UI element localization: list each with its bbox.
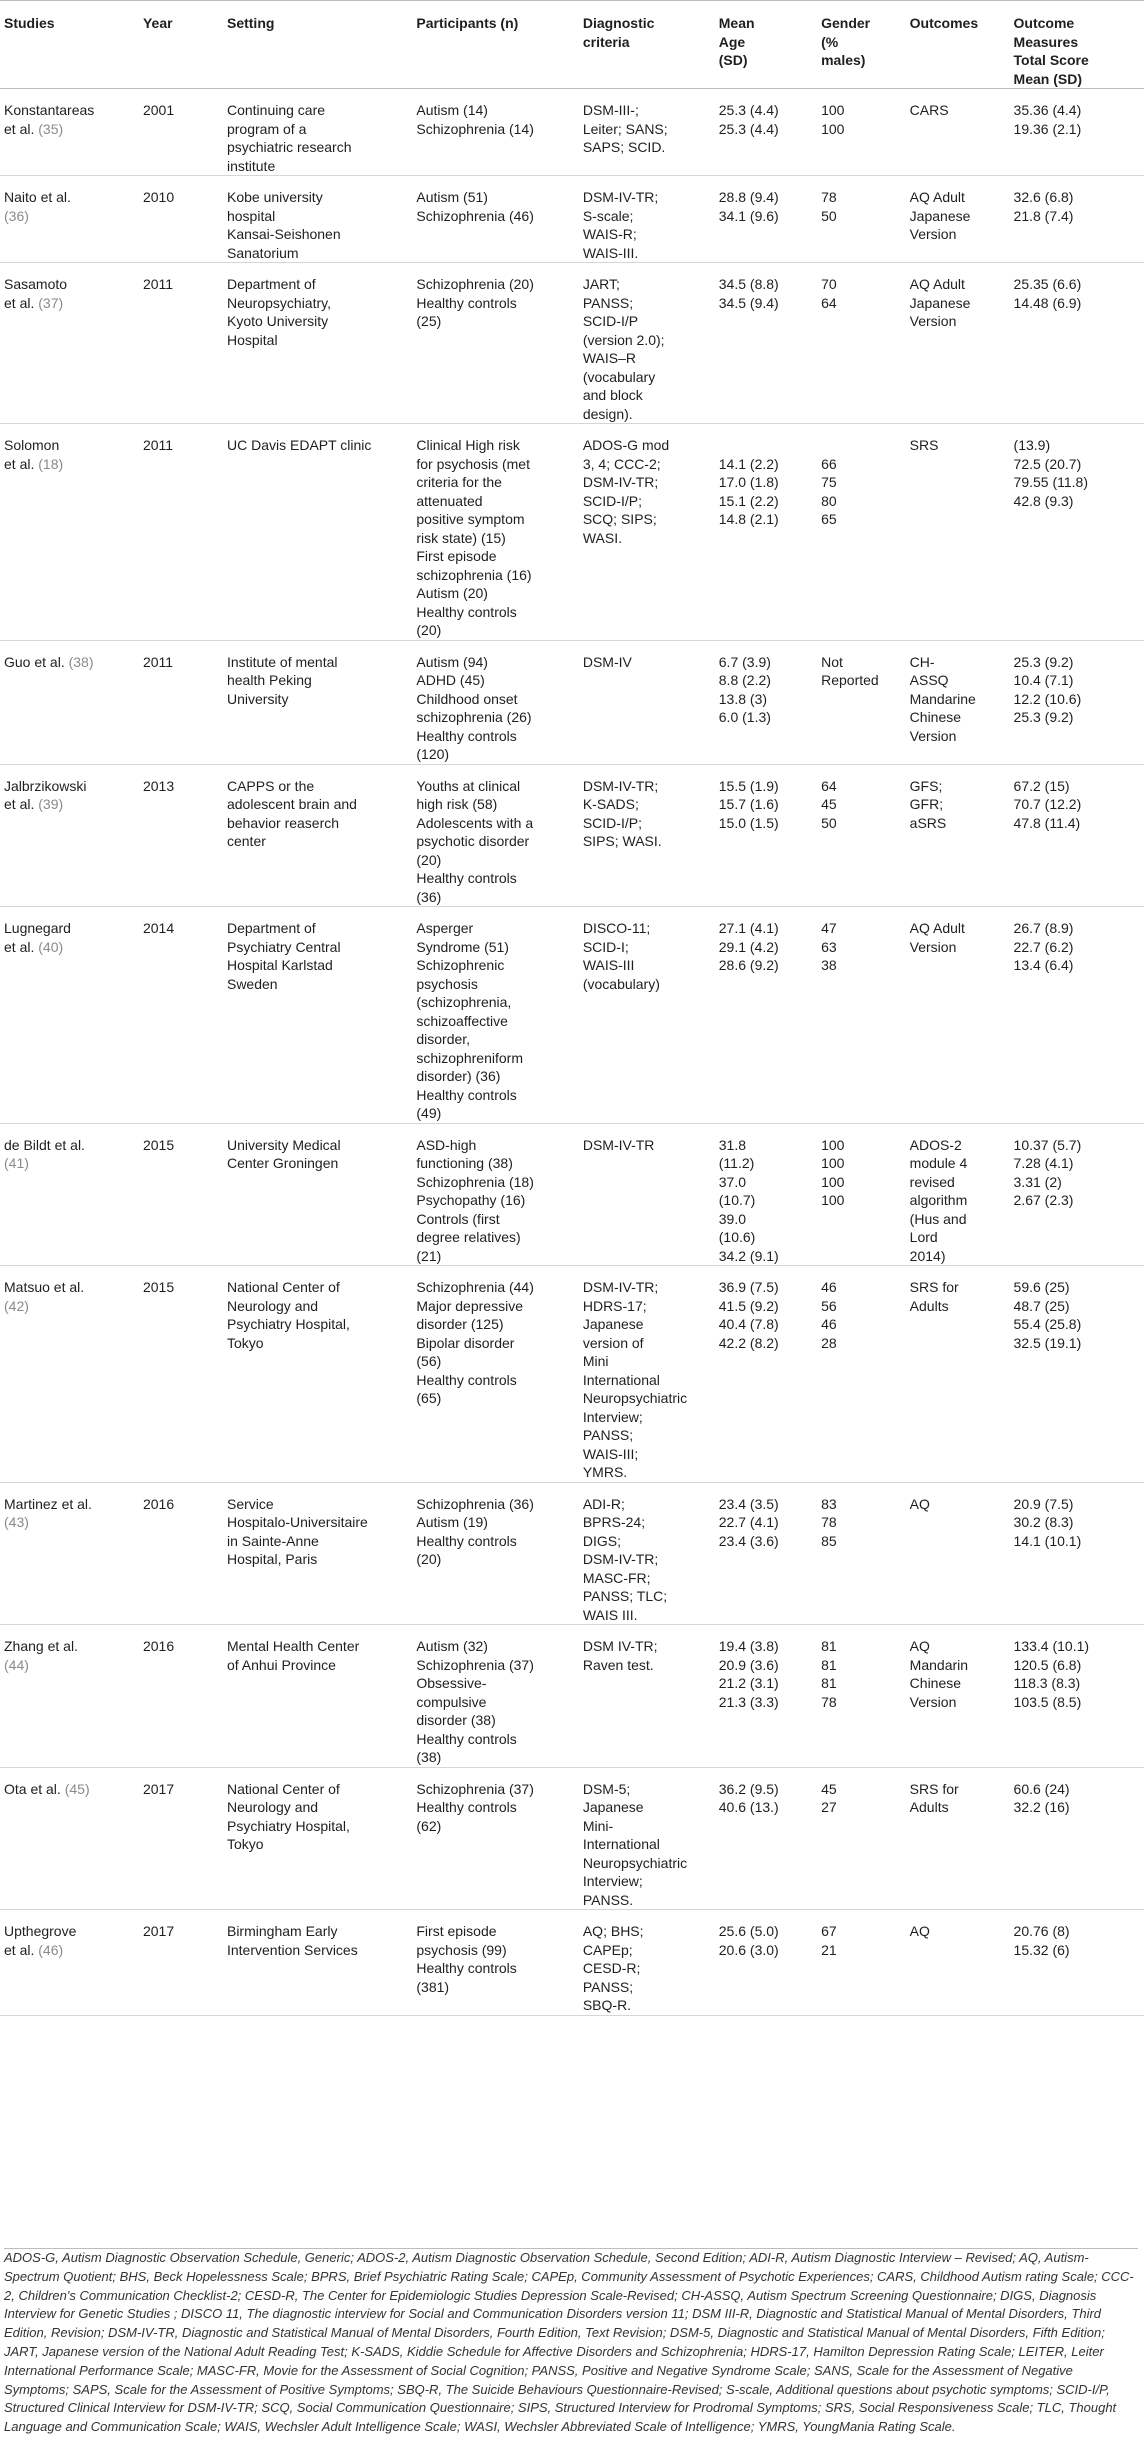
year-cell: 2017 xyxy=(139,1767,223,1910)
table-row xyxy=(0,1625,1144,1768)
outcomes-cell: AQ Mandarin Chinese Version xyxy=(906,1625,1010,1768)
reference-link[interactable]: (36) xyxy=(4,207,29,224)
diagnostic-cell: DSM-IV-TR; HDRS-17; Japanese version of Mini International Neuropsychiatric Interview; PANSS; WAIS-III; YMRS. xyxy=(579,1266,715,1483)
participants-cell: Autism (14) Schizophrenia (14) xyxy=(412,89,578,176)
measures-cell: 26.7 (8.9) 22.7 (6.2) 13.4 (6.4) xyxy=(1010,907,1144,1124)
diagnostic-cell: DISCO-11; SCID-I; WAIS-III (vocabulary) xyxy=(579,907,715,1124)
year-cell: 2015 xyxy=(139,1123,223,1266)
reference-link[interactable]: (37) xyxy=(38,294,64,311)
reference-link[interactable]: (45) xyxy=(64,1780,90,1797)
participants-cell: ASD-high functioning (38) Schizophrenia (18) Psychopathy (16) Controls (first degree relatives) (21) xyxy=(412,1123,578,1266)
reference-link[interactable]: (41) xyxy=(4,1155,29,1171)
age-cell: 27.1 (4.1) 29.1 (4.2) 28.6 (9.2) xyxy=(715,907,817,1124)
setting-cell: Kobe university hospital Kansai-Seishonen Sanatorium xyxy=(223,176,412,263)
setting-cell: Department of Neuropsychiatry, Kyoto University Hospital xyxy=(223,263,412,424)
age-cell: 25.6 (5.0) 20.6 (3.0) xyxy=(715,1910,817,2016)
age-cell: 25.3 (4.4) 25.3 (4.4) xyxy=(715,89,817,176)
participants-cell: Youths at clinical high risk (58) Adolescents with a psychotic disorder (20) Healthy controls (36) xyxy=(412,764,578,907)
year-cell: 2016 xyxy=(139,1482,223,1625)
table-row xyxy=(0,424,1144,641)
header-age: Mean Age (SD) xyxy=(715,1,817,89)
measures-cell: 60.6 (24) 32.2 (16) xyxy=(1010,1767,1144,1910)
reference-link[interactable]: (43) xyxy=(4,1514,29,1530)
setting-cell: UC Davis EDAPT clinic xyxy=(223,424,412,641)
reference-link[interactable]: (18) xyxy=(38,455,64,472)
gender-cell: 70 64 xyxy=(817,263,906,424)
setting-cell: Mental Health Center of Anhui Province xyxy=(223,1625,412,1768)
header-outcomes: Outcomes xyxy=(906,1,1010,89)
setting-cell: National Center of Neurology and Psychiatry Hospital, Tokyo xyxy=(223,1266,412,1483)
study-cell: Zhang et al. (44) xyxy=(0,1625,139,1768)
participants-cell: Schizophrenia (44) Major depressive disorder (125) Bipolar disorder (56) Healthy controls (65) xyxy=(412,1266,578,1483)
setting-cell: Service Hospitalo-Universitaire in Sainte-Anne Hospital, Paris xyxy=(223,1482,412,1625)
study-cell: Konstantareas et al. (35) xyxy=(0,89,139,176)
age-cell: 36.9 (7.5) 41.5 (9.2) 40.4 (7.8) 42.2 (8.2) xyxy=(715,1266,817,1483)
gender-cell: 100 100 xyxy=(817,89,906,176)
table-footnote: ADOS-G, Autism Diagnostic Observation Schedule, Generic; ADOS-2, Autism Diagnostic Observation Schedule, Second Edition; ADI-R, Autism Diagnostic Interview – Revised; AQ, Autism-Spectrum Quotient; BHS, Beck Hopelessness Scale; BPRS, Brief Psychiatric Rating Scale; CAPEp, Community Assessment of Psychotic Experiences; CARS, Childhood Autism rating Scale; CCC-2, Children's Communication Checklist-2; CESD-R, The Center for Epidemiologic Studies Depression Scale-Revised; CH-ASSQ, Autism Spectrum Screening Questionnaire; DIGS, Diagnosis Interview for Genetic Studies ; DISCO 11, The diagnostic interview for Social and Communication Disorders version 11; DSM III-R, Diagnostic and Statistical Manual of Mental Disorders, Third Edition, Revision; DSM-IV-TR, Diagnostic and Statistical Manual of Mental Disorders, Fourth Edition, Text Revision; DSM-5, Diagnostic and Statistical Manual of Mental Disorders, Fifth Edition; JART, Japanese version of the National Adult Reading Test; K-SADS, Kiddie Schedule for Affective Disorders and Schizophrenia; HDRS-17, Hamilton Depression Rating Scale; LEITER, Leiter International Performance Scale; MASC-FR, Movie for the Assessment of Social Cognition; PANSS, Positive and Negative Syndrome Scale; SANS, Scale for the Assessment of Negative Symptoms; SAPS, Scale for the Assessment of Positive Symptoms; SBQ-R, The Suicide Behaviours Questionnaire-Revised; S-scale, Additional questions about psychotic symptoms; SCID-I/P, Structured Clinical Interview for DSM-IV-TR; SCQ, Social Communication Questionnaire; SIPS, Structured Interview for Prodromal Symptoms; SRS, Social Responsiveness Scale; TLC, Thought Language and Communication Scale; WAIS, Wechsler Adult Intelligence Scale; WASI, Wechsler Abbreviated Scale of Intelligence; YMRS, YoungMania Rating Scale. xyxy=(4,2248,1138,2437)
outcomes-cell: AQ xyxy=(906,1910,1010,2016)
year-cell: 2011 xyxy=(139,640,223,764)
reference-link[interactable]: (40) xyxy=(38,938,64,955)
table-row xyxy=(0,640,1144,764)
year-cell: 2017 xyxy=(139,1910,223,2016)
outcomes-cell: SRS for Adults xyxy=(906,1266,1010,1483)
participants-cell: Autism (94) ADHD (45) Childhood onset schizophrenia (26) Healthy controls (120) xyxy=(412,640,578,764)
study-cell: de Bildt et al. (41) xyxy=(0,1123,139,1266)
diagnostic-cell: DSM-IV-TR; S-scale; WAIS-R; WAIS-III. xyxy=(579,176,715,263)
header-studies: Studies xyxy=(0,1,139,89)
participants-cell: Asperger Syndrome (51) Schizophrenic psychosis (schizophrenia, schizoaffective disorder, schizophreniform disorder) (36) Healthy controls (49) xyxy=(412,907,578,1124)
diagnostic-cell: ADI-R; BPRS-24; DIGS; DSM-IV-TR; MASC-FR; PANSS; TLC; WAIS III. xyxy=(579,1482,715,1625)
gender-cell: 67 21 xyxy=(817,1910,906,2016)
diagnostic-cell: JART; PANSS; SCID-I/P (version 2.0); WAIS–R (vocabulary and block design). xyxy=(579,263,715,424)
diagnostic-cell: DSM-III-; Leiter; SANS; SAPS; SCID. xyxy=(579,89,715,176)
gender-cell: 46 56 46 28 xyxy=(817,1266,906,1483)
diagnostic-cell: DSM IV-TR; Raven test. xyxy=(579,1625,715,1768)
setting-cell: University Medical Center Groningen xyxy=(223,1123,412,1266)
diagnostic-cell: DSM-IV-TR xyxy=(579,1123,715,1266)
setting-cell: Birmingham Early Intervention Services xyxy=(223,1910,412,2016)
age-cell: 19.4 (3.8) 20.9 (3.6) 21.2 (3.1) 21.3 (3.3) xyxy=(715,1625,817,1768)
year-cell: 2016 xyxy=(139,1625,223,1768)
setting-cell: Department of Psychiatry Central Hospital Karlstad Sweden xyxy=(223,907,412,1124)
study-cell: Matsuo et al. (42) xyxy=(0,1266,139,1483)
age-cell: 31.8 (11.2) 37.0 (10.7) 39.0 (10.6) 34.2 (9.1) xyxy=(715,1123,817,1266)
gender-cell: 47 63 38 xyxy=(817,907,906,1124)
gender-cell: 45 27 xyxy=(817,1767,906,1910)
header-participants: Participants (n) xyxy=(412,1,578,89)
outcomes-cell: GFS; GFR; aSRS xyxy=(906,764,1010,907)
outcomes-cell: SRS xyxy=(906,424,1010,641)
reference-link[interactable]: (42) xyxy=(4,1297,29,1314)
table-row xyxy=(0,1482,1144,1625)
study-cell: Ota et al. (45) xyxy=(0,1767,139,1910)
outcomes-cell: CARS xyxy=(906,89,1010,176)
gender-cell: 78 50 xyxy=(817,176,906,263)
gender-cell: 81 81 81 78 xyxy=(817,1625,906,1768)
study-cell: Solomon et al. (18) xyxy=(0,424,139,641)
measures-cell: 32.6 (6.8) 21.8 (7.4) xyxy=(1010,176,1144,263)
header-measures: Outcome Measures Total Score Mean (SD) xyxy=(1010,1,1144,89)
age-cell: 14.1 (2.2) 17.0 (1.8) 15.1 (2.2) 14.8 (2.1) xyxy=(715,424,817,641)
reference-link[interactable]: (44) xyxy=(4,1656,29,1673)
reference-link[interactable]: (46) xyxy=(38,1941,64,1958)
table-row xyxy=(0,89,1144,176)
gender-cell: 64 45 50 xyxy=(817,764,906,907)
header-setting: Setting xyxy=(223,1,412,89)
setting-cell: Continuing care program of a psychiatric research institute xyxy=(223,89,412,176)
table-row xyxy=(0,1266,1144,1483)
gender-cell: 100 100 100 100 xyxy=(817,1123,906,1266)
setting-cell: National Center of Neurology and Psychiatry Hospital, Tokyo xyxy=(223,1767,412,1910)
gender-cell: 66 75 80 65 xyxy=(817,424,906,641)
outcomes-cell: AQ xyxy=(906,1482,1010,1625)
age-cell: 28.8 (9.4) 34.1 (9.6) xyxy=(715,176,817,263)
year-cell: 2011 xyxy=(139,263,223,424)
age-cell: 36.2 (9.5) 40.6 (13.) xyxy=(715,1767,817,1910)
year-cell: 2014 xyxy=(139,907,223,1124)
age-cell: 34.5 (8.8) 34.5 (9.4) xyxy=(715,263,817,424)
participants-cell: Autism (51) Schizophrenia (46) xyxy=(412,176,578,263)
study-cell: Lugnegard et al. (40) xyxy=(0,907,139,1124)
header-year: Year xyxy=(139,1,223,89)
measures-cell: 25.3 (9.2) 10.4 (7.1) 12.2 (10.6) 25.3 (9.2) xyxy=(1010,640,1144,764)
measures-cell: 20.9 (7.5) 30.2 (8.3) 14.1 (10.1) xyxy=(1010,1482,1144,1625)
table-row xyxy=(0,1767,1144,1910)
measures-cell: 35.36 (4.4) 19.36 (2.1) xyxy=(1010,89,1144,176)
reference-link[interactable]: (38) xyxy=(68,653,94,670)
measures-cell: 67.2 (15) 70.7 (12.2) 47.8 (11.4) xyxy=(1010,764,1144,907)
measures-cell: 10.37 (5.7) 7.28 (4.1) 3.31 (2) 2.67 (2.3) xyxy=(1010,1123,1144,1266)
diagnostic-cell: DSM-5; Japanese Mini- International Neuropsychiatric Interview; PANSS. xyxy=(579,1767,715,1910)
measures-cell: 25.35 (6.6) 14.48 (6.9) xyxy=(1010,263,1144,424)
reference-link[interactable]: (35) xyxy=(38,120,64,137)
age-cell: 23.4 (3.5) 22.7 (4.1) 23.4 (3.6) xyxy=(715,1482,817,1625)
table-row xyxy=(0,1910,1144,2016)
table-body xyxy=(0,89,1144,2016)
participants-cell: Clinical High risk for psychosis (met criteria for the attenuated positive symptom risk state) (15) First episode schizophrenia (16) Autism (20) Healthy controls (20) xyxy=(412,424,578,641)
year-cell: 2010 xyxy=(139,176,223,263)
participants-cell: First episode psychosis (99) Healthy controls (381) xyxy=(412,1910,578,2016)
outcomes-cell: CH- ASSQ Mandarine Chinese Version xyxy=(906,640,1010,764)
table-row xyxy=(0,176,1144,263)
gender-cell: 83 78 85 xyxy=(817,1482,906,1625)
participants-cell: Autism (32) Schizophrenia (37) Obsessive- compulsive disorder (38) Healthy controls (38) xyxy=(412,1625,578,1768)
age-cell: 15.5 (1.9) 15.7 (1.6) 15.0 (1.5) xyxy=(715,764,817,907)
setting-cell: CAPPS or the adolescent brain and behavior reaserch center xyxy=(223,764,412,907)
header-gender: Gender (% males) xyxy=(817,1,906,89)
year-cell: 2015 xyxy=(139,1266,223,1483)
measures-cell: 20.76 (8) 15.32 (6) xyxy=(1010,1910,1144,2016)
outcomes-cell: AQ Adult Japanese Version xyxy=(906,176,1010,263)
year-cell: 2011 xyxy=(139,424,223,641)
age-cell: 6.7 (3.9) 8.8 (2.2) 13.8 (3) 6.0 (1.3) xyxy=(715,640,817,764)
study-cell: Sasamoto et al. (37) xyxy=(0,263,139,424)
table-row xyxy=(0,907,1144,1124)
study-cell: Jalbrzikowski et al. (39) xyxy=(0,764,139,907)
outcomes-cell: AQ Adult Version xyxy=(906,907,1010,1124)
header-diagnostic: Diagnostic criteria xyxy=(579,1,715,89)
setting-cell: Institute of mental health Peking University xyxy=(223,640,412,764)
outcomes-cell: AQ Adult Japanese Version xyxy=(906,263,1010,424)
table-row xyxy=(0,263,1144,424)
measures-cell: (13.9) 72.5 (20.7) 79.55 (11.8) 42.8 (9.3) xyxy=(1010,424,1144,641)
table-row xyxy=(0,1123,1144,1266)
diagnostic-cell: ADOS-G mod 3, 4; CCC-2; DSM-IV-TR; SCID-I/P; SCQ; SIPS; WASI. xyxy=(579,424,715,641)
diagnostic-cell: DSM-IV-TR; K-SADS; SCID-I/P; SIPS; WASI. xyxy=(579,764,715,907)
study-cell: Guo et al. (38) xyxy=(0,640,139,764)
participants-cell: Schizophrenia (37) Healthy controls (62) xyxy=(412,1767,578,1910)
reference-link[interactable]: (39) xyxy=(38,796,64,812)
study-cell: Martinez et al. (43) xyxy=(0,1482,139,1625)
participants-cell: Schizophrenia (20) Healthy controls (25) xyxy=(412,263,578,424)
measures-cell: 59.6 (25) 48.7 (25) 55.4 (25.8) 32.5 (19.1) xyxy=(1010,1266,1144,1483)
study-cell: Upthegrove et al. (46) xyxy=(0,1910,139,2016)
outcomes-cell: SRS for Adults xyxy=(906,1767,1010,1910)
year-cell: 2013 xyxy=(139,764,223,907)
header-row xyxy=(0,1,1144,89)
table-row xyxy=(0,764,1144,907)
diagnostic-cell: AQ; BHS; CAPEp; CESD-R; PANSS; SBQ-R. xyxy=(579,1910,715,2016)
year-cell: 2001 xyxy=(139,89,223,176)
outcomes-cell: ADOS-2 module 4 revised algorithm (Hus and Lord 2014) xyxy=(906,1123,1010,1266)
diagnostic-cell: DSM-IV xyxy=(579,640,715,764)
study-cell: Naito et al. (36) xyxy=(0,176,139,263)
participants-cell: Schizophrenia (36) Autism (19) Healthy controls (20) xyxy=(412,1482,578,1625)
measures-cell: 133.4 (10.1) 120.5 (6.8) 118.3 (8.3) 103.5 (8.5) xyxy=(1010,1625,1144,1768)
gender-cell: Not Reported xyxy=(817,640,906,764)
